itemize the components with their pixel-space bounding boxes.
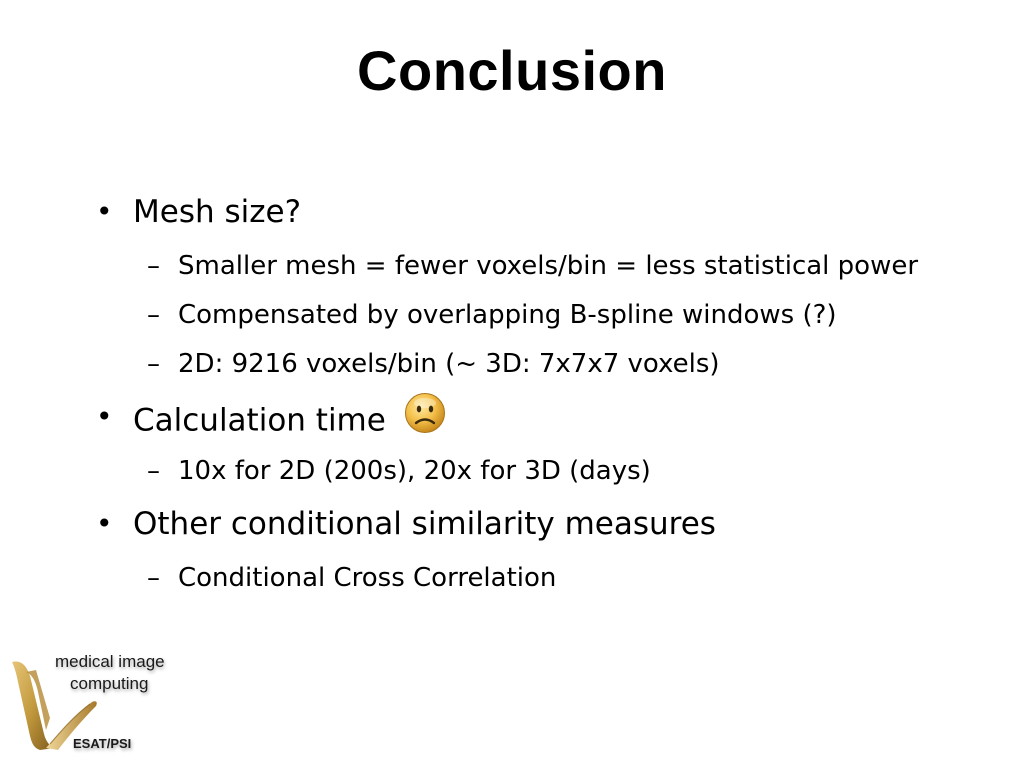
bullet-marker: • [96, 400, 113, 433]
bullet-text: Other conditional similarity measures [133, 506, 716, 542]
sub-bullet-item [96, 561, 976, 595]
logo-text-line1: medical image [55, 652, 165, 671]
bullet-text: Mesh size? [133, 194, 302, 230]
sad-face-emoticon-icon [404, 392, 446, 446]
bullet-text: Calculation time [133, 402, 386, 439]
sub-bullet-text: Conditional Cross Correlation [178, 563, 557, 593]
medical-image-computing-logo [10, 652, 180, 756]
sub-bullet-text: Smaller mesh = fewer voxels/bin = less statistical power [178, 251, 919, 281]
sub-bullet-marker: – [147, 563, 160, 593]
sub-bullet-marker: – [147, 251, 160, 281]
sub-bullet-text: Compensated by overlapping B-spline windows (?) [178, 300, 837, 330]
bullet-item [96, 190, 976, 234]
sub-bullet-item [96, 249, 976, 283]
sub-bullet-item [96, 454, 976, 488]
sub-bullet-marker: – [147, 349, 160, 379]
sub-bullet-text: 2D: 9216 voxels/bin (~ 3D: 7x7x7 voxels) [178, 349, 720, 379]
sub-bullet-item [96, 347, 976, 381]
sub-bullet-marker: – [147, 300, 160, 330]
bullet-list [96, 190, 976, 595]
logo-text-line2: computing [70, 674, 149, 693]
slide-title: Conclusion [357, 39, 667, 102]
sub-bullet-marker: – [147, 456, 160, 486]
bullet-item [96, 395, 976, 439]
sub-bullet-item [96, 298, 976, 332]
sub-bullet-text: 10x for 2D (200s), 20x for 3D (days) [178, 456, 651, 486]
bullet-item [96, 502, 976, 546]
bullet-marker: • [96, 507, 113, 540]
logo-text-line3: ESAT/PSI [73, 736, 132, 751]
bullet-marker: • [96, 195, 113, 228]
